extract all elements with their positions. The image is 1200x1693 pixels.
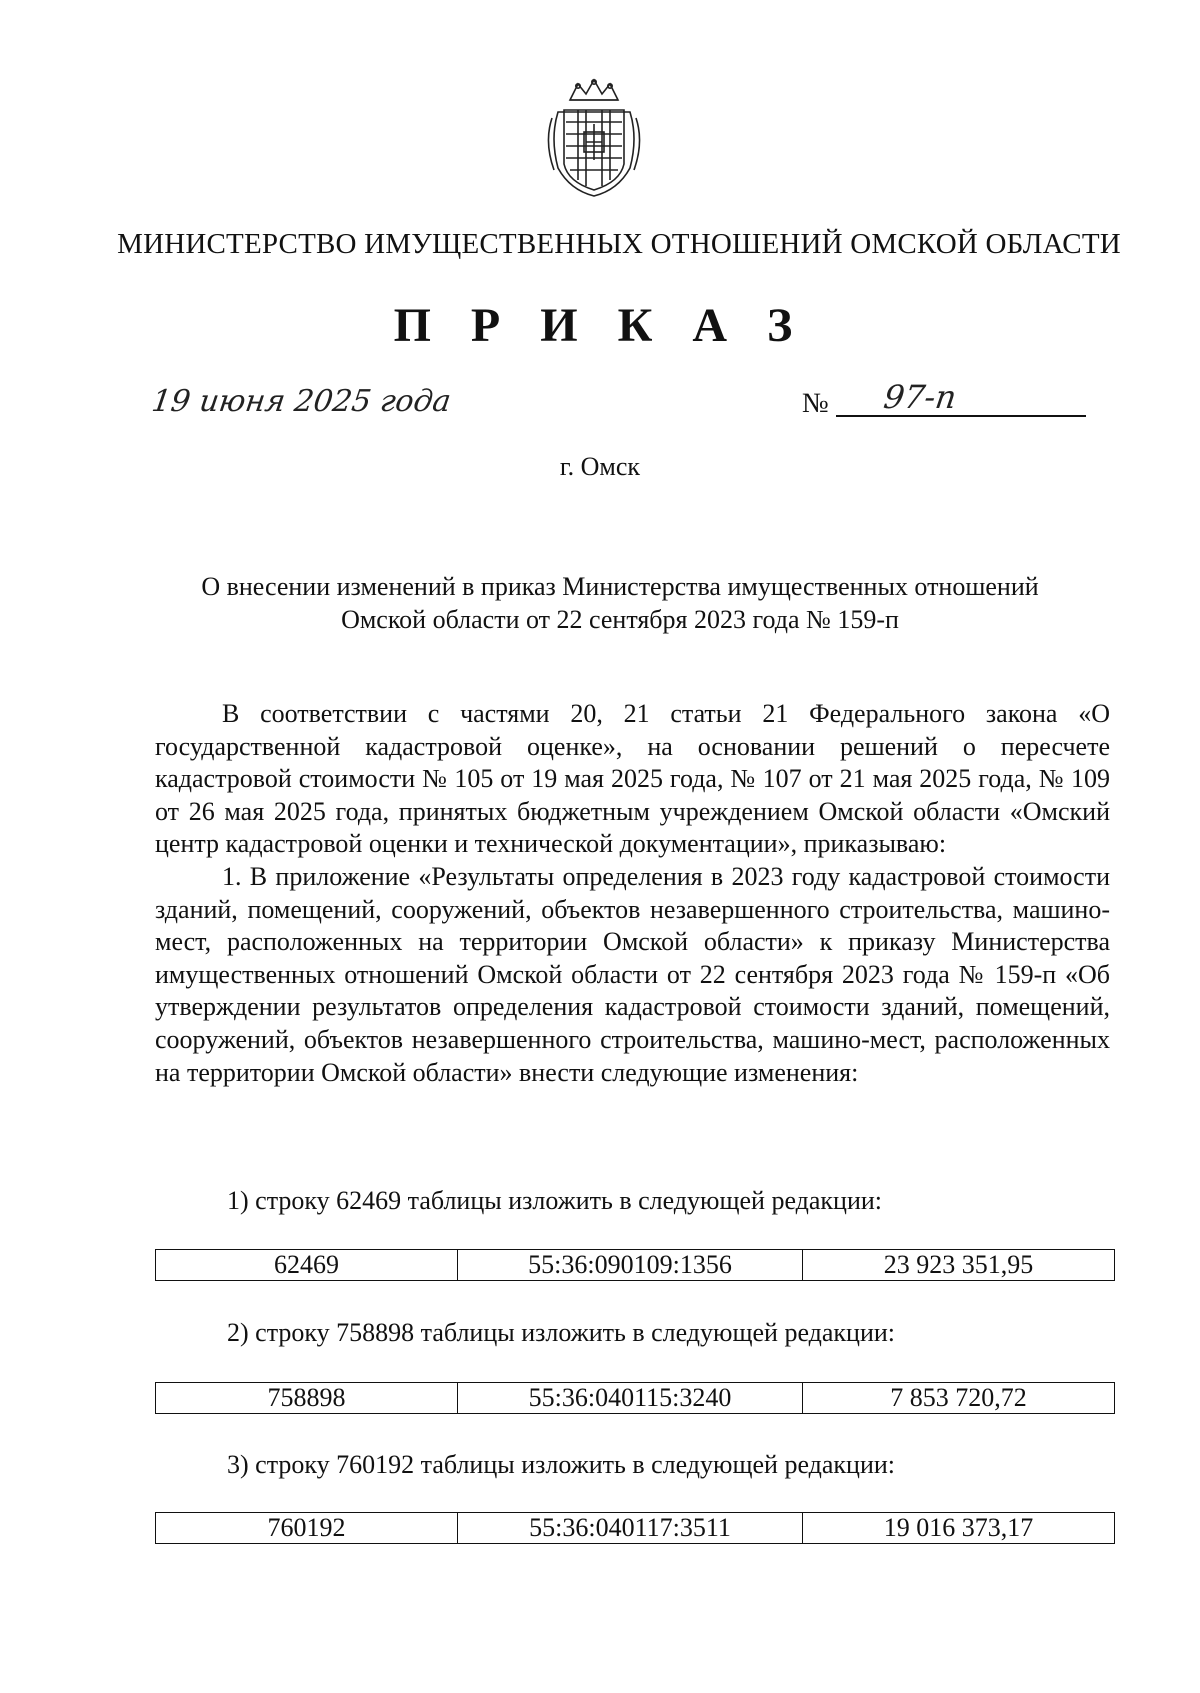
handwritten-number: 97-п [881, 378, 959, 416]
row-2-cadastral-number: 55:36:040115:3240 [458, 1383, 803, 1413]
row-1-number: 62469 [156, 1250, 458, 1280]
ministry-name: МИНИСТЕРСТВО ИМУЩЕСТВЕННЫХ ОТНОШЕНИЙ ОМСКОЙ ОБЛАСТИ [117, 228, 1121, 260]
row-3-cadastral-value: 19 016 373,17 [883, 1513, 1034, 1542]
body-paragraph-1: В соответствии с частями 20, 21 статьи 21 Федерального закона «О государственной кадастровой оценке», на основании решений о пересчете кадастровой стоимости № 105 от 19 мая 2025 года, № 107 от 21 мая 2025 года, № 109 от 26 мая 2025 года, принятых бюджетным учреждением Омской области «Омский центр кадастровой оценки и технической документации», приказываю: [155, 699, 1110, 859]
table-row-2 [155, 1382, 1115, 1414]
coat-of-arms-emblem [540, 78, 648, 200]
row-2-cadastral-value: 7 853 720,72 [890, 1383, 1027, 1412]
subject-line-1: О внесении изменений в приказ Министерства имущественных отношений [201, 572, 1039, 601]
handwritten-date: 19 июня 2025 года [149, 384, 454, 419]
subject-line-2: Омской области от 22 сентября 2023 года № 159-п [341, 605, 899, 634]
row-3-cadastral-number: 55:36:040117:3511 [458, 1513, 803, 1543]
table-row-1 [155, 1249, 1115, 1281]
row-3-number: 760192 [156, 1513, 458, 1543]
document-subject [140, 570, 1100, 636]
row-1-cadastral-value: 23 923 351,95 [883, 1250, 1034, 1279]
body-paragraph-2: 1. В приложение «Результаты определения в 2023 году кадастровой стоимости зданий, помещений, сооружений, объектов незавершенного строительства, машино-мест, расположенных на территории Омской области» к приказу Министерства имущественных отношений Омской области от 22 сентября 2023 года № 159-п «Об утверждении результатов определения кадастровой стоимости зданий, помещений, сооружений, объектов незавершенного строительства, машино-мест, расположенных на территории Омской области» внести следующие изменения: [155, 861, 1110, 1087]
row-1-cadastral-number: 55:36:090109:1356 [458, 1250, 803, 1280]
table-row-3 [155, 1512, 1115, 1544]
row-2-number: 758898 [156, 1383, 458, 1413]
number-underline [836, 415, 1086, 417]
item-2-text: 2) строку 758898 таблицы изложить в следующей редакции: [227, 1318, 896, 1347]
document-type-title: П Р И К А З [393, 299, 807, 352]
body-text [155, 698, 1110, 1089]
item-3-text: 3) строку 760192 таблицы изложить в следующей редакции: [227, 1450, 896, 1479]
number-label: № [802, 388, 829, 419]
city-name: г. Омск [559, 452, 641, 481]
item-1-text: 1) строку 62469 таблицы изложить в следующей редакции: [227, 1186, 883, 1215]
